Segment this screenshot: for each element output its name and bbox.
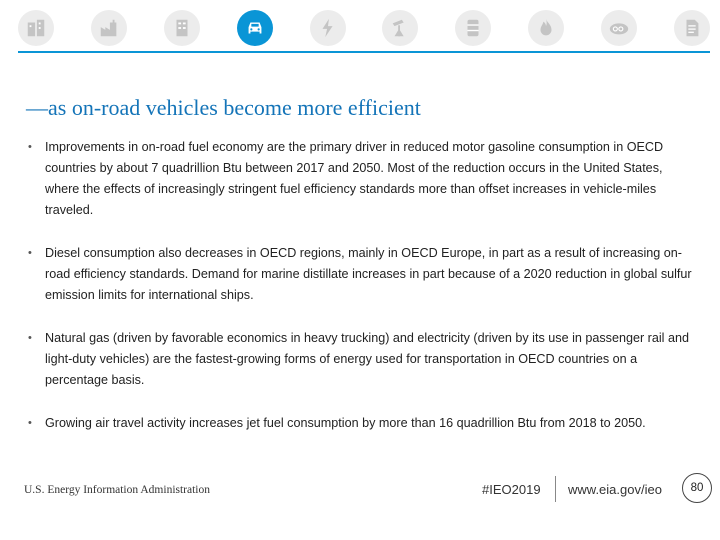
nav-commercial[interactable] [164, 10, 200, 46]
footer-divider [555, 476, 556, 502]
nav-report[interactable] [674, 10, 710, 46]
oil-pump-icon [389, 17, 411, 39]
document-icon [681, 17, 703, 39]
bullet-item: • Natural gas (driven by favorable economics in heavy trucking) and electricity (driven by its use in passenger rail and light-duty vehicles) are the fastest-growing forms of energy used for transportation in OECD countries on a percentage basis. [26, 328, 696, 391]
office-icon [171, 17, 193, 39]
co2-emissions-icon [608, 17, 630, 39]
page-number: 80 [682, 473, 712, 503]
nav-transportation[interactable] [237, 10, 273, 46]
natural-gas-flame-icon [535, 17, 557, 39]
slide-title: —as on-road vehicles become more efficient [26, 95, 421, 120]
nav-petroleum[interactable] [382, 10, 418, 46]
footer-url-link[interactable]: www.eia.gov/ieo [568, 482, 662, 497]
bullet-item: • Improvements in on-road fuel economy are the primary driver in reduced motor gasoline consumption in OECD countries by about 7 quadrillion Btu between 2017 and 2050. Most of the reduction occurs in the United States, where the effects of increasingly stringent fuel efficiency standards more than offset increases in vehicle-miles traveled. [26, 137, 696, 221]
bullet-item: • Growing air travel activity increases jet fuel consumption by more than 16 quadrillion Btu from 2018 to 2050. [26, 413, 696, 434]
header-divider [18, 51, 710, 53]
nav-emissions[interactable] [601, 10, 637, 46]
footer-hashtag: #IEO2019 [482, 482, 541, 497]
sector-icon-bar [18, 6, 710, 50]
nav-liquids[interactable] [455, 10, 491, 46]
car-icon [244, 17, 266, 39]
oil-barrel-icon [462, 17, 484, 39]
nav-industry[interactable] [91, 10, 127, 46]
electricity-icon [317, 17, 339, 39]
nav-buildings[interactable] [18, 10, 54, 46]
footer-organization: U.S. Energy Information Administration [24, 484, 211, 496]
buildings-icon [25, 17, 47, 39]
industry-icon [98, 17, 120, 39]
nav-electricity[interactable] [310, 10, 346, 46]
footer [0, 476, 720, 506]
nav-natural-gas[interactable] [528, 10, 564, 46]
bullet-list [26, 137, 696, 456]
bullet-item: • Diesel consumption also decreases in OECD regions, mainly in OECD Europe, in part as a result of increasing on-road efficiency standards. Demand for marine distillate increases in part because of a 2020 reduction in global sulfur emission limits for international ships. [26, 243, 696, 306]
